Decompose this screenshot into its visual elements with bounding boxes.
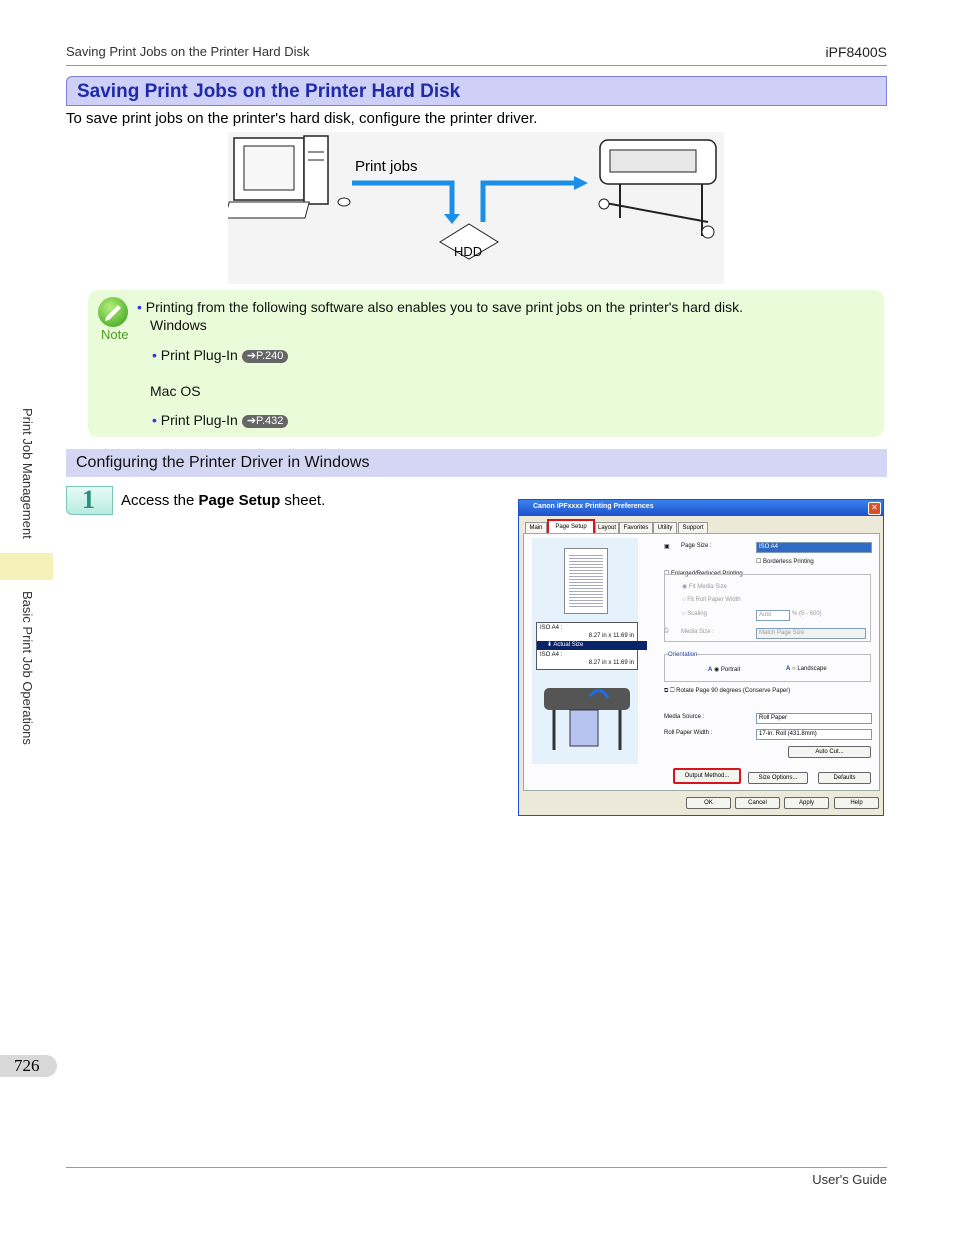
- header-rule: [66, 65, 887, 66]
- side-highlight: [0, 553, 53, 580]
- portrait-label: Portrait: [720, 667, 741, 673]
- subsection-title: Configuring the Printer Driver in Windows: [76, 454, 370, 471]
- tab-favorites[interactable]: Favorites: [619, 522, 653, 535]
- note-mac-item: [152, 412, 288, 428]
- enlarged-checkbox[interactable]: ☐ Enlarged/Reduced Printing: [664, 571, 743, 577]
- auto-cut-button[interactable]: Auto Cut...: [788, 746, 871, 758]
- step-number-badge: [66, 486, 113, 515]
- chapter-side-label: Print Job Management: [20, 408, 35, 539]
- paper-size-1: 8.27 in x 11.69 in: [588, 633, 634, 639]
- actual-size-label: Actual Size: [553, 642, 584, 648]
- page-size-select[interactable]: ISO A4: [756, 542, 872, 553]
- printer-small-icon: ▣: [664, 544, 670, 550]
- page-number: 726: [14, 1056, 40, 1075]
- defaults-button[interactable]: Defaults: [818, 772, 871, 784]
- note-mac-heading: Mac OS: [150, 383, 201, 399]
- step-text: [121, 492, 325, 509]
- subsection-heading: [66, 449, 887, 477]
- paper-info-1: ISO A4 :: [540, 625, 563, 631]
- pencil-icon: [98, 297, 128, 327]
- orientation-label: Orientation: [668, 652, 698, 658]
- bullet-icon: •: [137, 299, 142, 315]
- step-text-post: sheet.: [280, 492, 326, 509]
- page-size-label: Page Size :: [681, 543, 712, 549]
- borderless-checkbox[interactable]: ☐ Borderless Printing: [756, 559, 814, 565]
- tab-page-setup[interactable]: Page Setup: [547, 519, 595, 536]
- windows-item-label: Print Plug-In: [160, 347, 238, 363]
- dialog-titlebar: [519, 500, 883, 516]
- close-icon[interactable]: ✕: [868, 502, 881, 515]
- note-windows-heading: Windows: [150, 317, 207, 333]
- print-jobs-diagram: [228, 132, 724, 284]
- fit-roll-label: Fit Roll Paper Width: [687, 597, 741, 603]
- step-number: 1: [82, 485, 95, 514]
- note-text: Printing from the following software also enables you to save print jobs on the printer's hard disk.: [145, 299, 744, 315]
- tab-layout[interactable]: Layout: [595, 522, 619, 535]
- hdd-label: HDD: [454, 244, 483, 259]
- step-text-bold: Page Setup: [198, 492, 281, 509]
- media-size-select[interactable]: Match Page Size: [756, 628, 866, 639]
- note-label: Note: [101, 327, 129, 342]
- scaling-spinner[interactable]: Auto: [756, 610, 790, 621]
- media-source-select[interactable]: Roll Paper: [756, 713, 872, 724]
- tab-support[interactable]: Support: [678, 522, 708, 535]
- tab-main[interactable]: Main: [525, 522, 547, 535]
- size-options-button[interactable]: Size Options...: [748, 772, 808, 784]
- scaling-range: % (5 - 600): [792, 611, 822, 617]
- borderless-label: Borderless Printing: [763, 559, 814, 565]
- mac-item-label: Print Plug-In: [160, 412, 238, 428]
- note-windows-item: [152, 347, 288, 363]
- orientation-group: [664, 654, 871, 682]
- arrow-down-icon: ⬇: [547, 642, 553, 648]
- fit-media-radio[interactable]: ◉ Fit Media Size: [682, 584, 727, 590]
- paper-size-2: 8.27 in x 11.69 in: [588, 660, 634, 666]
- running-header: Saving Print Jobs on the Printer Hard Disk: [66, 44, 310, 59]
- roll-width-label: Roll Paper Width :: [664, 730, 713, 736]
- media-source-label: Media Source :: [664, 714, 705, 720]
- printer-illustration: [540, 680, 634, 754]
- enlarged-label: Enlarged/Reduced Printing: [671, 571, 743, 577]
- ok-button[interactable]: OK: [686, 797, 731, 809]
- output-method-button[interactable]: Output Method...: [673, 768, 741, 784]
- bullet-icon: •: [152, 412, 157, 428]
- paper-info-2: ISO A4 :: [540, 652, 563, 658]
- step-text-pre: Access the: [121, 492, 199, 509]
- roll-width-select[interactable]: 17-in. Roll (431.8mm): [756, 729, 872, 740]
- page-setup-panel: [523, 533, 880, 791]
- footer-rule: [66, 1167, 887, 1168]
- dialog-title: Canon iPFxxxx Printing Preferences: [533, 503, 654, 510]
- scaling-radio[interactable]: ○ Scaling: [682, 611, 707, 617]
- page-preview: [564, 548, 608, 614]
- media-size-icon: ⎙: [664, 628, 669, 634]
- print-jobs-label: Print jobs: [355, 158, 418, 175]
- rotate-checkbox[interactable]: ⧉ ☐ Rotate Page 90 degrees (Conserve Paper): [664, 688, 791, 694]
- model-name: iPF8400S: [825, 44, 887, 60]
- note-main: [137, 299, 743, 315]
- page-ref-link[interactable]: ➔P.432: [242, 415, 289, 428]
- fit-roll-radio[interactable]: ○ Fit Roll Paper Width: [682, 597, 741, 603]
- portrait-radio[interactable]: A ◉ Portrait: [708, 667, 741, 673]
- cancel-button[interactable]: Cancel: [735, 797, 780, 809]
- page-ref-link[interactable]: ➔P.240: [242, 350, 289, 363]
- landscape-radio[interactable]: A ○ Landscape: [786, 666, 827, 672]
- landscape-label: Landscape: [797, 666, 827, 672]
- intro-text: To save print jobs on the printer's hard disk, configure the printer driver.: [66, 110, 538, 127]
- actual-size-row: [537, 641, 647, 650]
- footer-text: User's Guide: [812, 1172, 887, 1187]
- media-size-label: Media Size :: [681, 629, 715, 635]
- bullet-icon: •: [152, 347, 157, 363]
- size-info-box: [536, 622, 638, 670]
- section-heading: [66, 76, 887, 106]
- section-side-label: Basic Print Job Operations: [20, 591, 35, 745]
- scaling-label: Scaling: [687, 611, 707, 617]
- tab-utility[interactable]: Utility: [653, 522, 677, 535]
- rotate-label: Rotate Page 90 degrees (Conserve Paper): [676, 688, 791, 694]
- printing-preferences-dialog: [518, 499, 884, 816]
- fit-media-label: Fit Media Size: [688, 584, 727, 590]
- help-button[interactable]: Help: [834, 797, 879, 809]
- section-title: Saving Print Jobs on the Printer Hard Disk: [77, 81, 461, 102]
- page-number-tab: [0, 1055, 57, 1077]
- apply-button[interactable]: Apply: [784, 797, 829, 809]
